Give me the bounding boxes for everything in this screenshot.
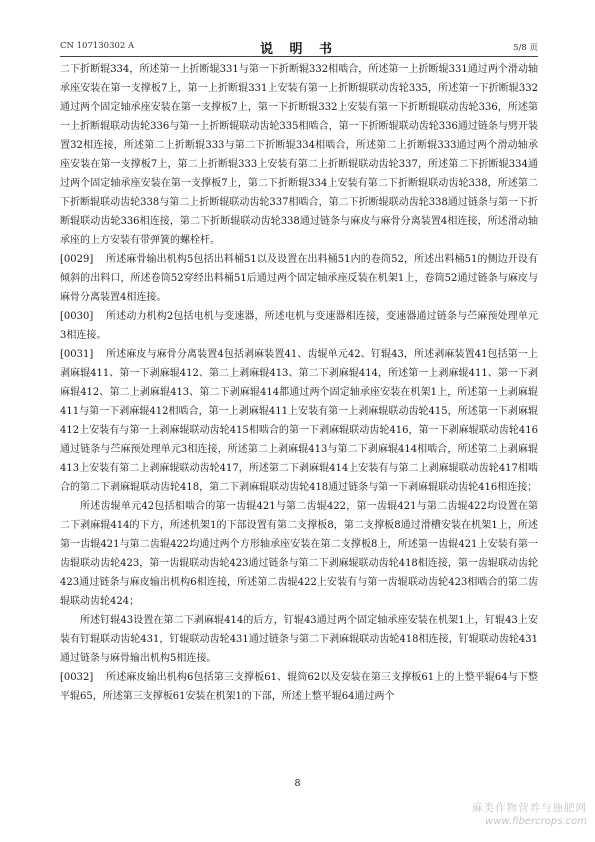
document-body [60,60,538,706]
paragraph-text: 所述齿辊单元42包括相啮合的第一齿辊421与第二齿辊422，第一齿辊421与第二齿辊422均设置在第二下剥麻辊414的下方，所述机架1的下部设置有第二支撑板8，第二支撑板8通过滑槽安装在机架1上，所述第一齿辊421与第二齿辊422均通过两个方形轴承座安装在第二支撑板8上，所述第一齿辊421上安装有第一齿辊联动齿轮423，第一齿辊联动齿轮423通过链条与第二下剥麻辊联动齿轮418相连接，第一齿辊联动齿轮423通过链条与麻皮输出机构6相连接，所述第二齿辊422上安装有与第一齿辊联动齿轮423相啮合的第二齿辊联动齿轮424； [60,501,538,607]
paragraph-tag: [0031] [60,349,94,360]
page-header [60,38,538,57]
watermark-site-name: 麻类作物营养与施肥网 [472,802,587,814]
paragraph-tag: [0032] [60,672,94,683]
watermark [472,802,587,828]
paragraph-tooth-roller [60,497,538,611]
page-info: 5/8 页 [513,43,538,53]
patent-number: CN 107130302 A [60,41,135,51]
watermark-url: www.fibercrops.com [485,816,587,827]
paragraph-text: 所述动力机构2包括电机与变速器，所述电机与变速器相连接，变速器通过链条与苎麻预处理单元3相连接。 [60,311,538,341]
paragraph-0031 [60,345,538,497]
paragraph-text: 所述麻皮输出机构6包括第三支撑板61、辊筒62以及安装在第三支撑板61上的上整平辊64与下整平辊65，所述第三支撑板61安装在机架1的下部，所述上整平辊64通过两个 [60,672,538,702]
document-title: 说 明 书 [259,42,339,57]
header-rule [60,56,538,57]
paragraph-0032 [60,668,538,706]
paragraph-0030 [60,307,538,345]
paragraph-0029 [60,250,538,307]
paragraph-text: 所述钉辊43设置在第二下剥麻辊414的后方，钉辊43通过两个固定轴承座安装在机架1上，钉辊43上安装有钉辊联动齿轮431，钉辊联动齿轮431通过链条与第二下剥麻辊联动齿轮418相连接，钉辊联动齿轮431通过链条与麻骨输出机构5相连接。 [60,615,538,664]
paragraph-tag: [0030] [60,311,94,322]
paragraph-tag: [0029] [60,254,94,265]
paragraph-text: 所述麻皮与麻骨分离装置4包括剥麻装置41、齿辊单元42、钉辊43，所述剥麻装置41包括第一上剥麻辊411、第一下剥麻辊412、第二上剥麻辊413、第二下剥麻辊414，所述第一上剥麻辊411、第一下剥麻辊412、第二上剥麻辊413、第二下剥麻辊414都通过两个固定轴承座安装在机架1上，所述第一上剥麻辊411与第一下剥麻辊412相啮合，第一上剥麻辊411上安装有第一上剥麻辊联动齿轮415，所述第一下剥麻辊412上安装有与第一上剥麻辊联动齿轮415相啮合的第一下剥麻辊联动齿轮416，第一下剥麻辊联动齿轮416通过链条与苎麻预处理单元3相连接，所述第二上剥麻辊413与第二下剥麻辊414相啮合，所述第二上剥麻辊413上安装有第二上剥麻辊联动齿轮417，所述第二下剥麻辊414上安装有与第二上剥麻辊联动齿轮417相啮合的第二下剥麻辊联动齿轮418，第二下剥麻辊联动齿轮418通过链条与第一下剥麻辊联动齿轮416相连接； [60,349,538,493]
paragraph-text: 二下折断辊334，所述第一上折断辊331与第一下折断辊332相啮合，所述第一上折断辊331通过两个滑动轴承座安装在第一支撑板7上，第一上折断辊331上安装有第一上折断辊联动齿轮335，所述第一下折断辊332通过两个固定轴承座安装在第一支撑板7上，第一下折断辊332上安装有第一下折断辊联动齿轮336，所述第一上折断辊联动齿轮336与第一上折断辊联动齿轮335相啮合，第一下折断辊联动齿轮336通过链条与劈开装置32相连接，所述第二上折断辊333与第二下折断辊334相啮合，所述第二上折断辊333通过两个滑动轴承座安装在第一支撑板7上，第二上折断辊333上安装有第二上折断辊联动齿轮337，所述第二下折断辊334通过两个固定轴承座安装在第一支撑板7上，第二下折断辊334上安装有第二下折断辊联动齿轮338，所述第二下折断辊联动齿轮338与第二上折断辊联动齿轮337相啮合，第二下折断辊联动齿轮338通过链条与第一下折断辊联动齿轮336相连接，第二下折断辊联动齿轮338通过链条与麻皮与麻骨分离装置4相连接，所述滑动轴承座的上方安装有带弹簧的螺栓杆。 [60,64,538,246]
paragraph-nail-roller [60,611,538,668]
page-number: 8 [294,778,301,789]
paragraph-text: 所述麻骨输出机构5包括出料桶51以及设置在出料桶51内的卷筒52，所述出料桶51的侧边开设有倾斜的出料口，所述卷筒52穿经出料桶51后通过两个固定轴承座反装在机架1上，卷筒52通过链条与麻皮与麻骨分离装置4相连接。 [60,254,538,303]
paragraph-continued [60,60,538,250]
